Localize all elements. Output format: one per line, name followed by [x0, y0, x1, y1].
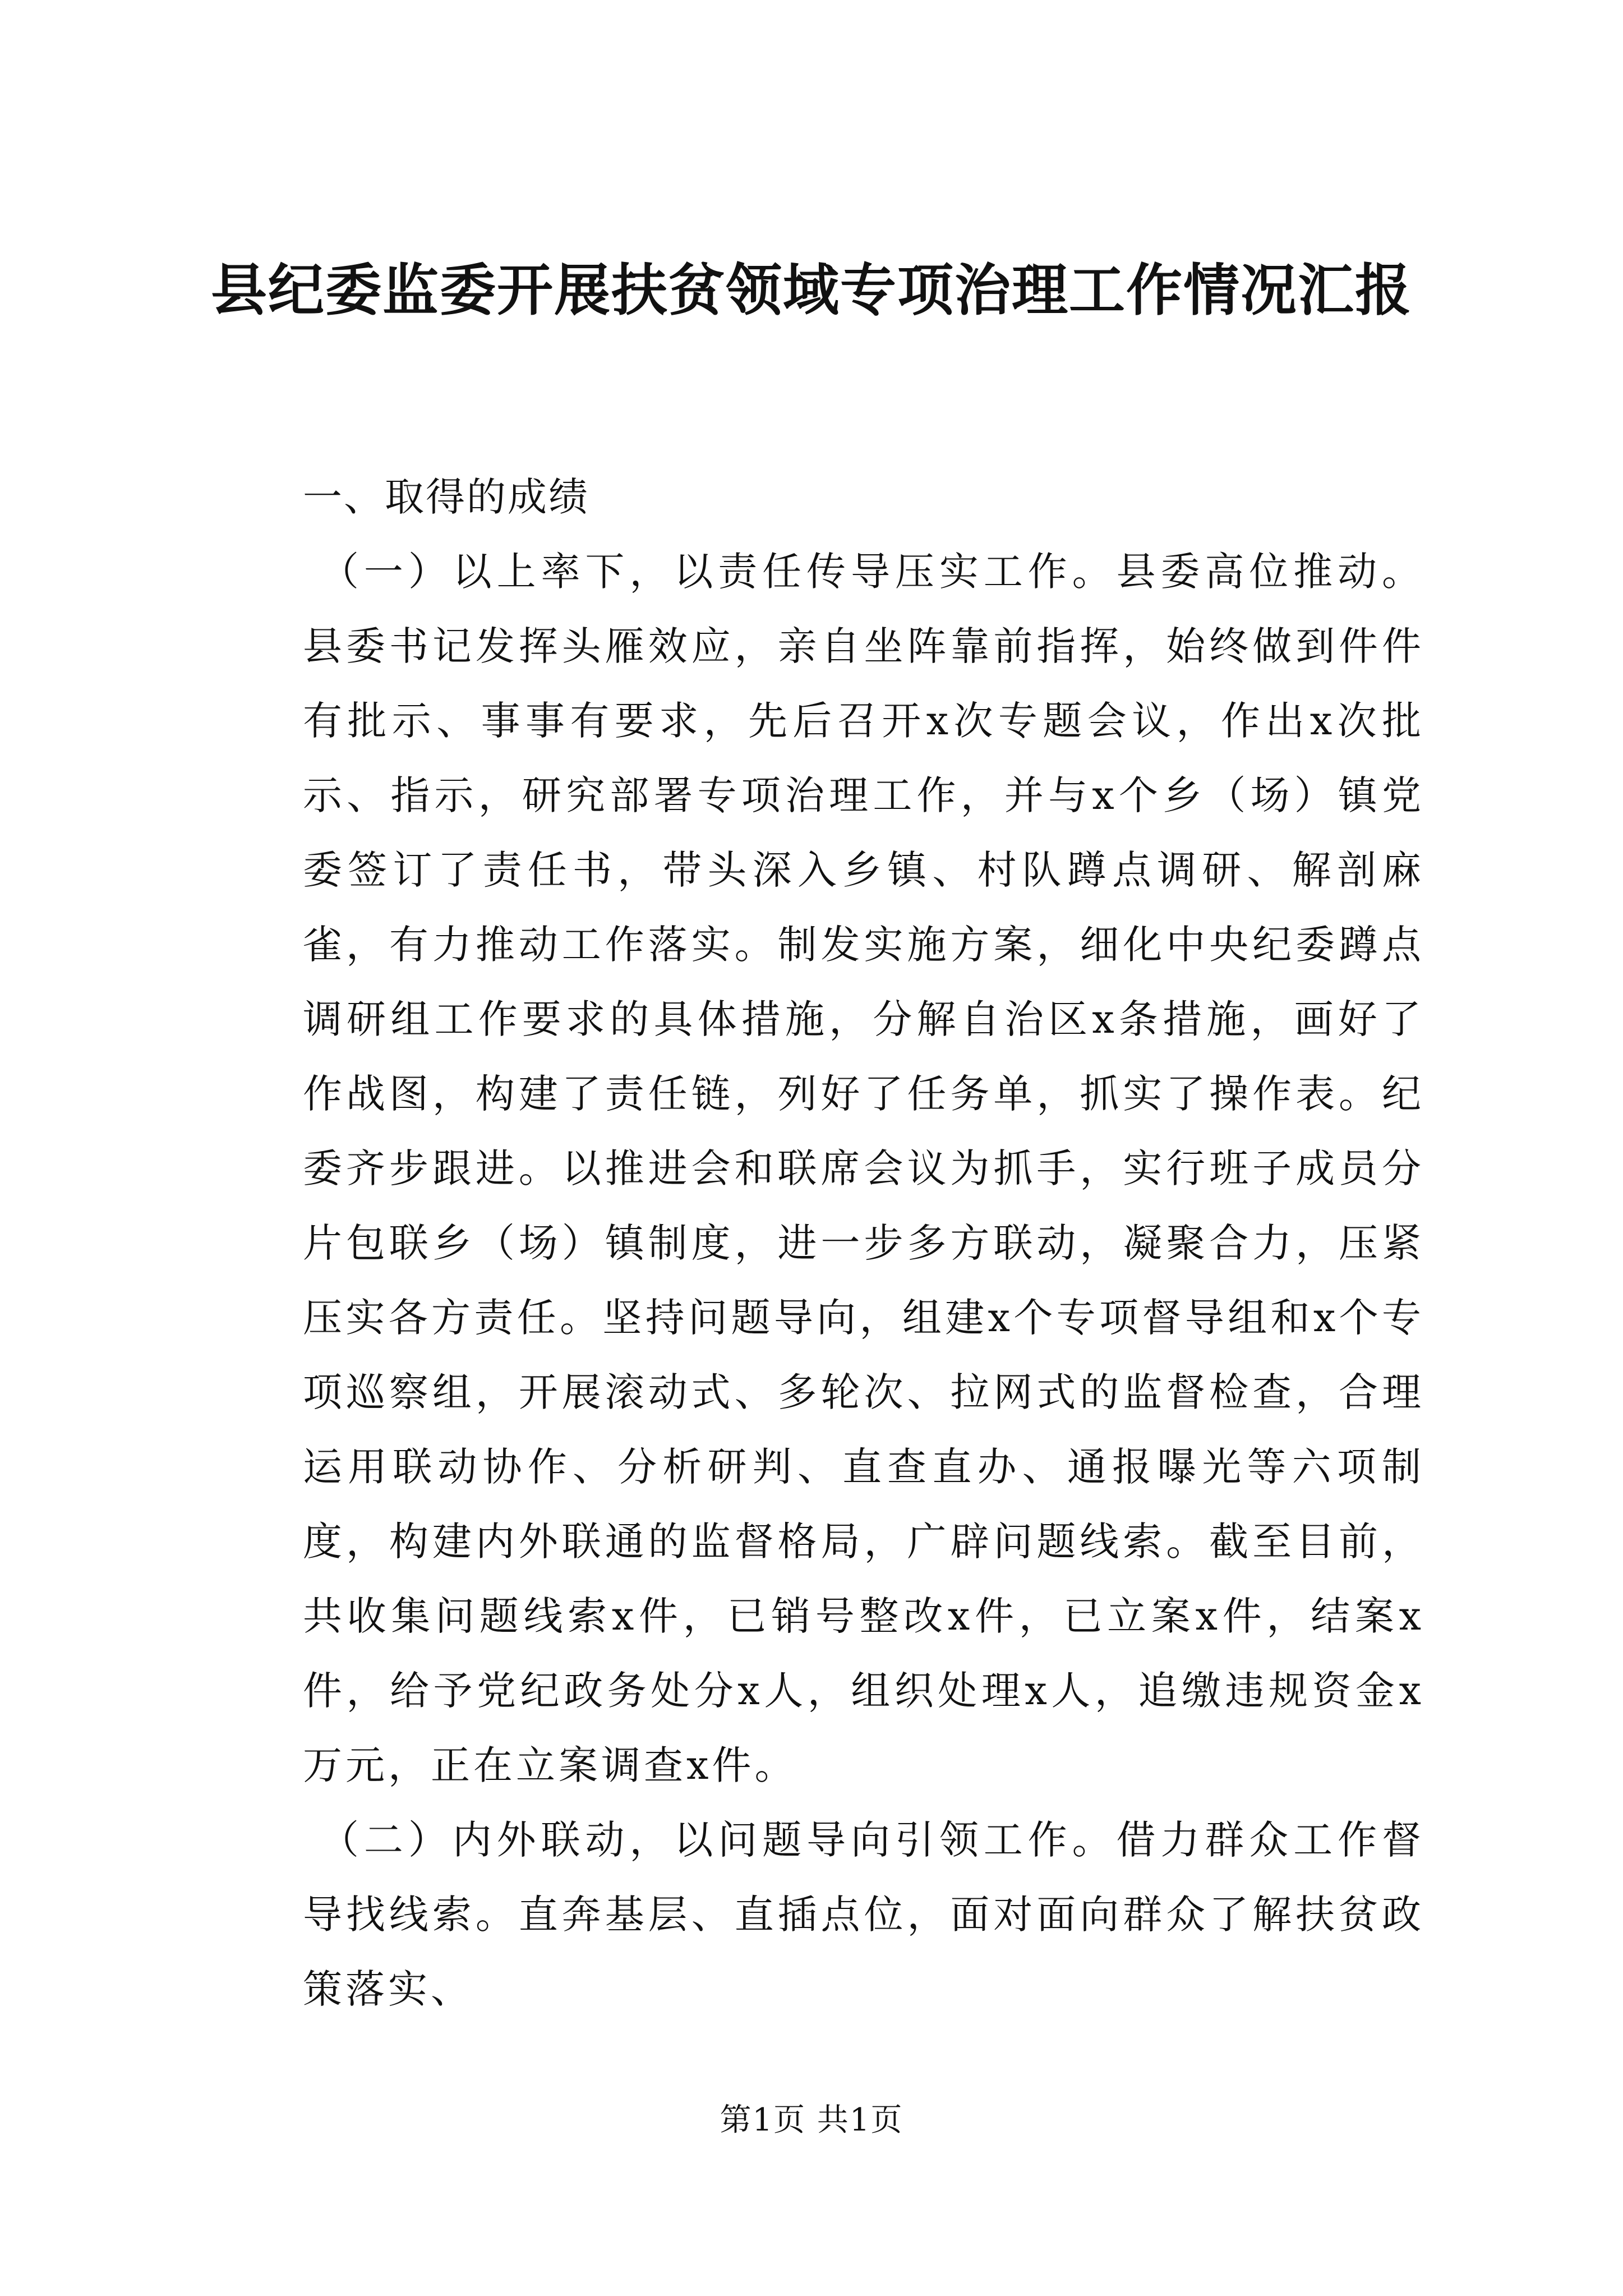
page-footer: 第1页 共1页: [720, 2102, 903, 2138]
document-body: [303, 460, 1424, 2027]
paragraph-2: （二）内外联动，以问题导向引领工作。借力群众工作督导找线索。直奔基层、直插点位，面对面向群众了解扶贫政策落实、: [303, 1817, 1424, 2012]
section-heading: 一、取得的成绩: [303, 474, 589, 520]
paragraph-1: （一）以上率下，以责任传导压实工作。县委高位推动。县委书记发挥头雁效应，亲自坐阵靠前指挥，始终做到件件有批示、事事有要求，先后召开x次专题会议，作出x次批示、指示，研究部署专项治理工作，并与x个乡（场）镇党委签订了责任书，带头深入乡镇、村队蹲点调研、解剖麻雀，有力推动工作落实。制发实施方案，细化中央纪委蹲点调研组工作要求的具体措施，分解自治区x条措施，画好了作战图，构建了责任链，列好了任务单，抓实了操作表。纪委齐步跟进。以推进会和联席会议为抓手，实行班子成员分片包联乡（场）镇制度，进一步多方联动，凝聚合力，压紧压实各方责任。坚持问题导向，组建x个专项督导组和x个专项巡察组，开展滚动式、多轮次、拉网式的监督检查，合理运用联动协作、分析研判、直查直办、通报曝光等六项制度，构建内外联通的监督格局，广辟问题线索。截至目前，共收集问题线索x件，已销号整改x件，已立案x件，结案x件，给予党纪政务处分x人，组织处理x人，追缴违规资金x万元，正在立案调查x件。: [303, 549, 1424, 1788]
document-title: 县纪委监委开展扶贫领域专项治理工作情况汇报: [211, 257, 1412, 323]
